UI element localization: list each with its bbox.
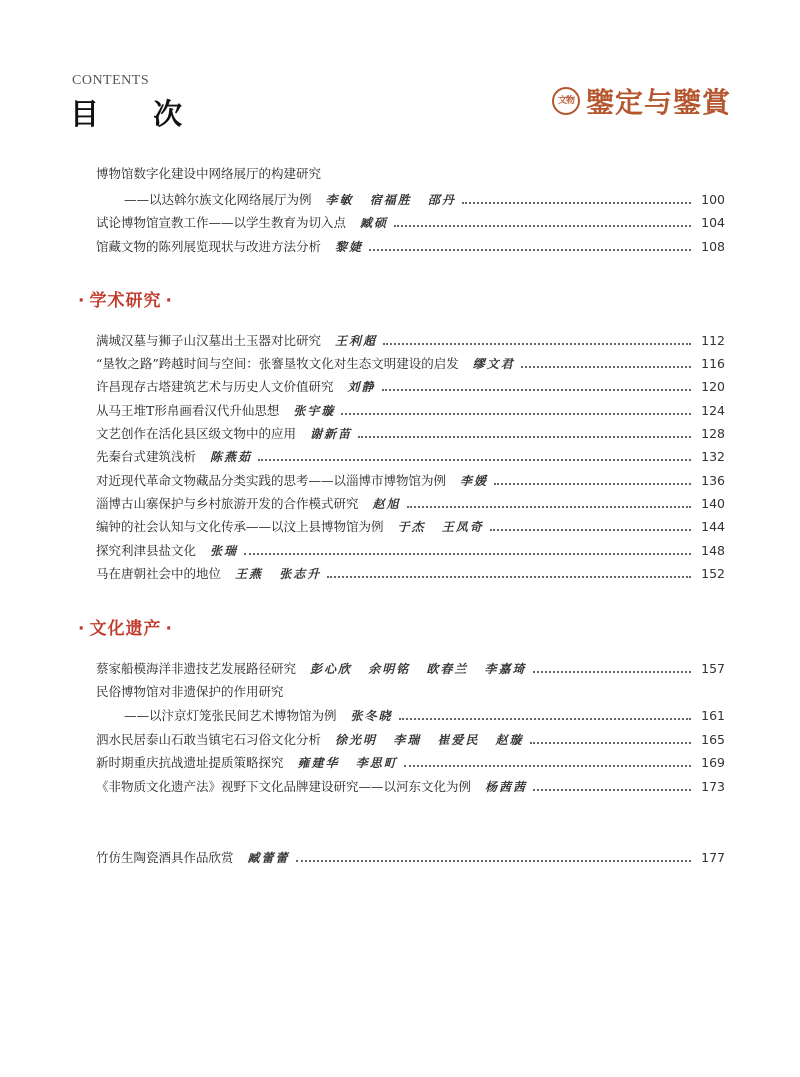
toc-author: 王利超 — [335, 333, 378, 348]
toc-entry[interactable] — [96, 330, 725, 350]
toc-page-number: 157 — [701, 660, 725, 676]
toc-author: 李媛 — [460, 473, 489, 488]
toc-author: 缪文君 — [472, 356, 515, 371]
toc-title: 蔡家船模海洋非遗技艺发展路径研究 — [96, 661, 297, 676]
toc-title: 探究利津县盐文化 — [96, 543, 197, 558]
toc-page-number: 136 — [701, 472, 725, 488]
toc-title: 博物馆数字化建设中网络展厅的构建研究 — [96, 166, 322, 181]
leader-dots — [296, 860, 691, 862]
leader-dots — [521, 366, 691, 368]
toc-title: 先秦台式建筑浅析 — [96, 449, 197, 464]
leader-dots — [533, 671, 691, 673]
page-title: 目 次 — [70, 97, 205, 131]
toc-author: 彭心欣 余明铭 欧春兰 李嘉琦 — [310, 661, 527, 676]
toc-entry[interactable] — [96, 423, 725, 443]
toc-page-number: 120 — [701, 378, 725, 394]
leader-dots — [530, 742, 691, 744]
leader-dots — [258, 459, 691, 461]
toc-author: 雍建华 李思町 — [297, 755, 398, 770]
toc-author: 张宇璇 — [293, 403, 336, 418]
section-header-academic — [74, 286, 177, 311]
leader-dots — [383, 343, 691, 345]
toc-author: 张冬晓 — [350, 708, 393, 723]
toc-title: 泗水民居泰山石敢当镇宅石习俗文化分析 — [96, 732, 322, 747]
toc-title: 新时期重庆抗战遗址提质策略探究 — [96, 755, 284, 770]
toc-author: 臧硕 — [360, 215, 389, 230]
toc-page-number: 144 — [701, 518, 725, 534]
leader-dots — [358, 436, 691, 438]
bullet-dot: · — [78, 619, 86, 639]
toc-entry[interactable] — [96, 470, 725, 490]
bullet-dot: · — [165, 291, 173, 311]
toc-author: 谢新苗 — [310, 426, 353, 441]
toc-title: 竹仿生陶瓷酒具作品欣赏 — [96, 850, 234, 865]
toc-author: 李敏 宿福胜 邵丹 — [325, 192, 456, 207]
toc-title: 淄博古山寨保护与乡村旅游开发的合作模式研究 — [96, 496, 359, 511]
toc-author: 赵旭 — [372, 496, 401, 511]
toc-entry[interactable] — [96, 540, 725, 560]
toc-title: 对近现代革命文物藏品分类实践的思考——以淄博市博物馆为例 — [96, 473, 447, 488]
leader-dots — [404, 765, 691, 767]
toc-entry[interactable] — [96, 376, 725, 396]
toc-page-number: 140 — [701, 495, 725, 511]
toc-page-number: 124 — [701, 402, 725, 418]
toc-page-number: 152 — [701, 565, 725, 581]
toc-page-number: 173 — [701, 778, 725, 794]
toc-title: 馆藏文物的陈列展览现状与改进方法分析 — [96, 239, 322, 254]
leader-dots — [369, 249, 691, 251]
toc-page-number: 116 — [701, 355, 725, 371]
logo-seal-icon: 文物 — [552, 87, 580, 115]
toc-title: 许昌现存古塔建筑艺术与历史人文价值研究 — [96, 379, 334, 394]
leader-dots — [244, 553, 691, 555]
toc-entry[interactable] — [96, 516, 725, 536]
contents-label-en: CONTENTS — [72, 73, 150, 88]
toc-entry[interactable] — [96, 353, 725, 373]
section-header-heritage — [74, 614, 177, 639]
toc-entry[interactable] — [124, 705, 725, 725]
toc-author: 张瑞 — [210, 543, 239, 558]
toc-page-number: 108 — [701, 238, 725, 254]
toc-title: 满城汉墓与狮子山汉墓出土玉器对比研究 — [96, 333, 322, 348]
toc-author: 徐光明 李瑞 崔爱民 赵璇 — [335, 732, 524, 747]
toc-page-number: 128 — [701, 425, 725, 441]
toc-entry[interactable] — [96, 446, 725, 466]
toc-title: “垦牧之路”跨越时间与空间：张謇垦牧文化对生态文明建设的启发 — [96, 356, 459, 371]
toc-author: 刘静 — [347, 379, 376, 394]
toc-entry[interactable] — [96, 493, 725, 513]
toc-entry[interactable] — [96, 163, 725, 183]
bullet-dot: · — [165, 619, 173, 639]
leader-dots — [382, 389, 691, 391]
section-title: 学术研究 — [89, 291, 162, 311]
toc-entry[interactable] — [124, 189, 725, 209]
toc-entry[interactable] — [96, 681, 725, 701]
toc-entry[interactable] — [96, 658, 725, 678]
toc-page-number: 169 — [701, 754, 725, 770]
logo-text: 鑒定与鑒賞 — [586, 86, 732, 119]
toc-page-number: 148 — [701, 542, 725, 558]
leader-dots — [407, 506, 691, 508]
toc-author: 杨茜茜 — [485, 779, 528, 794]
toc-page-number: 165 — [701, 731, 725, 747]
toc-entry[interactable] — [96, 400, 725, 420]
leader-dots — [533, 789, 691, 791]
toc-page-number: 132 — [701, 448, 725, 464]
toc-title: 文艺创作在活化县区级文物中的应用 — [96, 426, 297, 441]
bullet-dot: · — [78, 291, 86, 311]
leader-dots — [399, 718, 691, 720]
toc-title: ——以达斡尔族文化网络展厅为例 — [124, 192, 312, 207]
toc-author: 黎婕 — [335, 239, 364, 254]
toc-page-number: 112 — [701, 332, 725, 348]
toc-title: 编钟的社会认知与文化传承——以汶上县博物馆为例 — [96, 519, 384, 534]
toc-entry[interactable] — [96, 847, 725, 867]
toc-title: 《非物质文化遗产法》视野下文化品牌建设研究——以河东文化为例 — [96, 779, 472, 794]
toc-page-number: 100 — [701, 191, 725, 207]
toc-entry[interactable] — [96, 752, 725, 772]
section-title: 文化遗产 — [89, 619, 162, 639]
toc-title: ——以汴京灯笼张民间艺术博物馆为例 — [124, 708, 337, 723]
leader-dots — [341, 413, 691, 415]
toc-title: 从马王堆T形帛画看汉代升仙思想 — [96, 403, 280, 418]
toc-author: 王燕 张志升 — [235, 566, 322, 581]
toc-entry[interactable] — [96, 776, 725, 796]
toc-author: 臧蕾蕾 — [247, 850, 290, 865]
toc-title: 马在唐朝社会中的地位 — [96, 566, 222, 581]
leader-dots — [327, 576, 691, 578]
toc-page-number: 104 — [701, 214, 725, 230]
toc-page-number: 161 — [701, 707, 725, 723]
journal-logo — [552, 80, 732, 122]
toc-title: 试论博物馆宣教工作——以学生教育为切入点 — [96, 215, 347, 230]
toc-entry[interactable] — [96, 729, 725, 749]
toc-author: 于杰 王凤奇 — [397, 519, 484, 534]
toc-entry[interactable] — [96, 212, 725, 232]
toc-author: 陈燕茹 — [210, 449, 253, 464]
leader-dots — [490, 529, 691, 531]
toc-entry[interactable] — [96, 236, 725, 256]
leader-dots — [462, 202, 691, 204]
toc-title: 民俗博物馆对非遗保护的作用研究 — [96, 684, 284, 699]
toc-page-number: 177 — [701, 849, 725, 865]
toc-entry[interactable] — [96, 563, 725, 583]
leader-dots — [494, 483, 691, 485]
leader-dots — [394, 225, 691, 227]
